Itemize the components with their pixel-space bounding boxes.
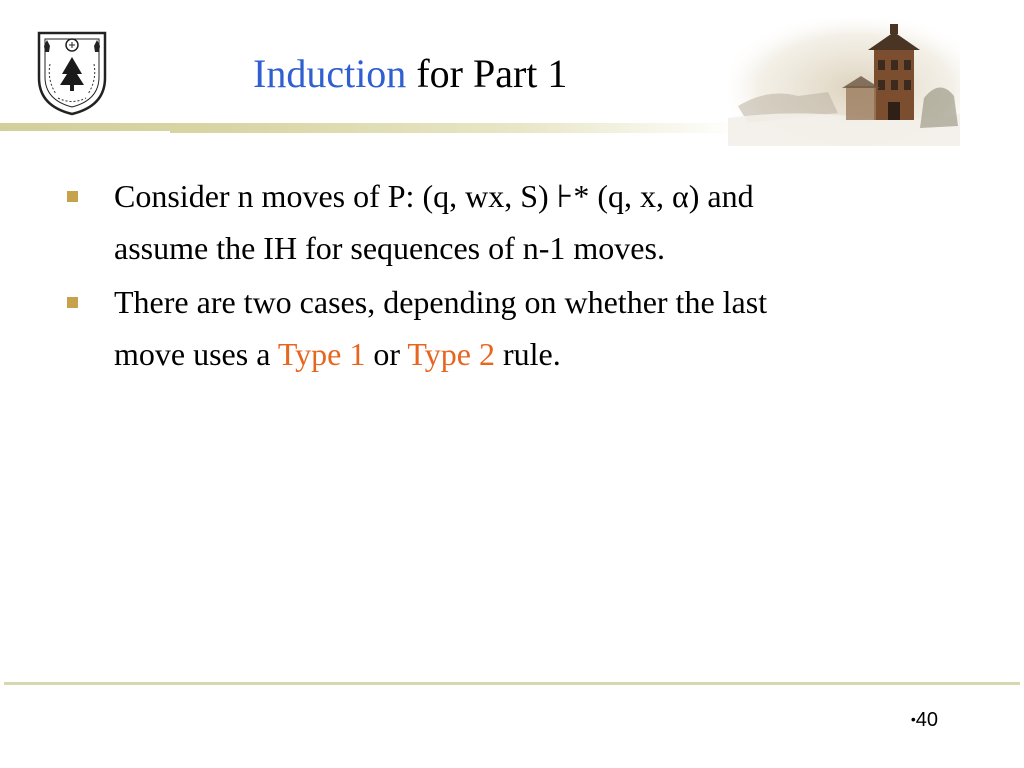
slide-body [62,170,962,382]
bullet-2-line-1: There are two cases, depending on whether the last [114,284,768,320]
bullet-1-line-2: assume the IH for sequences of n-1 moves. [114,230,665,266]
slide-title [253,52,567,96]
page-number [911,709,938,732]
page-number-value: 40 [915,709,938,731]
bullet-1-line-1: Consider n moves of P: (q, wx, S) ⊦* (q, x, α) and [114,178,754,214]
type-1-highlight: Type 1 [277,336,366,372]
bullet-2-prefix: move uses a [114,336,278,372]
type-2-highlight: Type 2 [407,336,495,372]
footer-divider [4,682,1020,685]
square-bullet-icon [67,191,78,202]
bullet-2-suffix: rule. [494,336,561,372]
header-building-photo [728,18,960,146]
square-bullet-icon [67,297,78,308]
header-divider-gap [0,131,170,134]
bullet-item-2 [62,276,962,380]
page-marker: • [910,711,916,727]
bullet-2-line-2 [114,328,962,380]
title-highlight: Induction [253,51,407,96]
title-rest: for Part 1 [406,51,568,96]
university-logo-icon [36,30,108,116]
bullet-item-1 [62,170,962,274]
bullet-2-middle: or [365,336,408,372]
